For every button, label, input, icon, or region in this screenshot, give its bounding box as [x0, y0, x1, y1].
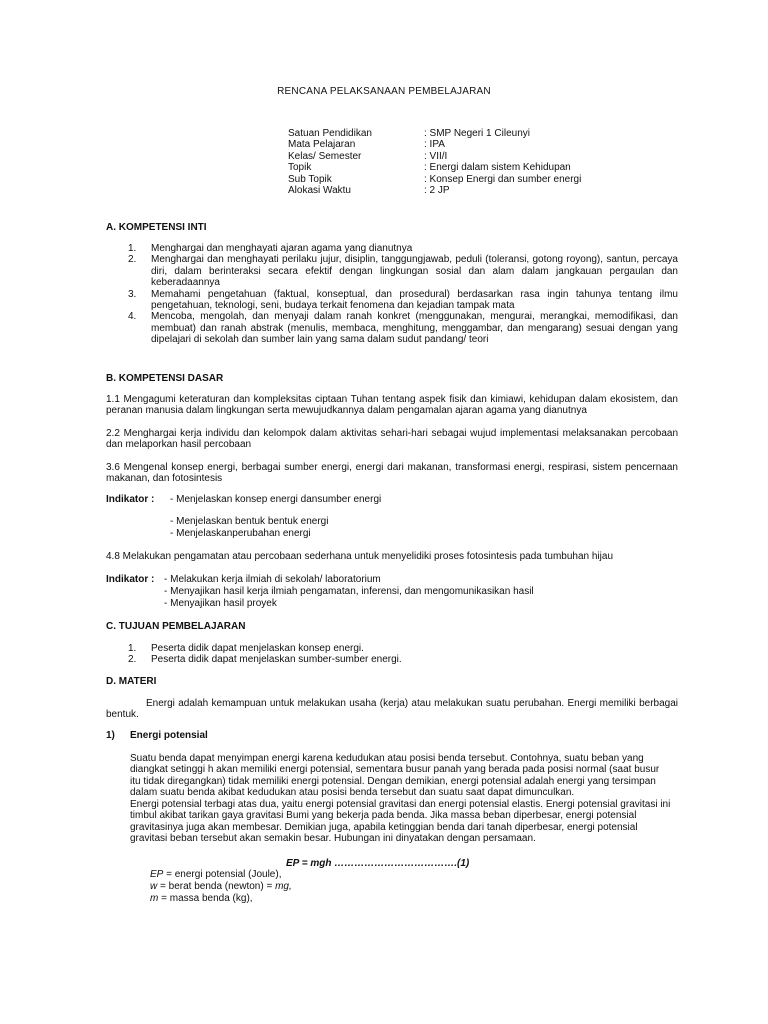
identity-value: : VII/I — [424, 150, 448, 162]
list-number: 4. — [128, 311, 137, 323]
materi-paragraph-2: Energi potensial terbagi atas dua, yaitu energi potensial gravitasi dan energi potensial elastis. Energi potensial gravitasi ini timbul akibat tarikan gaya gravitasi Bumi yang bekerja pada benda. Jika massa beban diperbesar, energi potensial gravitasinya juga akan membesar. Demikian juga, apabila ketinggian benda dari tanah diperbesar, energi potensial gravitasi beban tersebut akan semakin besar. Hubungan ini dinyatakan dengan persamaan. — [130, 799, 671, 845]
identity-value: : Energi dalam sistem Kehidupan — [424, 162, 571, 174]
list-item — [128, 243, 678, 254]
list-text: Menghargai dan menghayati perilaku jujur, disiplin, tanggungjawab, peduli (toleransi, gotong royong), santun, percaya diri, dalam berinteraksi secara efektif dengan lingkungan sosial dan alam dalam jangkauan pergaulan dan keberadaannya — [151, 254, 678, 289]
definition-m — [150, 893, 253, 904]
definition-text: = massa benda (kg), — [158, 893, 253, 904]
identity-row — [288, 128, 608, 139]
identity-label: Sub Topik — [288, 173, 332, 185]
symbol: EP — [150, 869, 164, 880]
identity-row — [288, 151, 608, 162]
indicator-label: Indikator : — [106, 494, 155, 505]
symbol: m — [150, 893, 159, 904]
identity-label: Alokasi Waktu — [288, 184, 351, 196]
list-number: 1. — [128, 243, 137, 254]
definition-w — [150, 881, 292, 892]
list-item — [128, 654, 678, 665]
list-number: 3. — [128, 288, 137, 300]
list-number: 2. — [128, 654, 137, 666]
identity-value: : SMP Negeri 1 Cileunyi — [424, 128, 530, 139]
kd-1-1: 1.1 Mengagumi keteraturan dan kompleksitas ciptaan Tuhan tentang aspek fisik dan kimiawi, kehidupan dalam ekosistem, dan peranan manusia dalam lingkungan serta mewujudkannya dalam pengamalan ajaran agama yang dianutnya — [106, 394, 678, 417]
identity-label: Mata Pelajaran — [288, 139, 356, 151]
list-text: Peserta didik dapat menjelaskan konsep energi. — [151, 643, 364, 654]
section-a-heading: A. KOMPETENSI INTI — [106, 222, 207, 233]
list-item — [128, 311, 678, 345]
objective-list — [128, 643, 678, 666]
section-d-heading: D. MATERI — [106, 676, 157, 687]
identity-row — [288, 185, 608, 196]
list-number: 1. — [128, 643, 137, 654]
indicator-item: - Menyajikan hasil kerja ilmiah pengamatan, inferensi, dan mengomunikasikan hasil — [164, 586, 534, 597]
indicator-block-2 — [106, 574, 164, 585]
section-b-heading: B. KOMPETENSI DASAR — [106, 373, 224, 384]
identity-value: : Konsep Energi dan sumber energi — [424, 173, 582, 185]
list-item — [128, 643, 678, 654]
identity-label: Topik — [288, 162, 312, 174]
document-title: RENCANA PELAKSANAAN PEMBELAJARAN — [277, 86, 491, 97]
core-competency-list — [128, 243, 678, 346]
list-text: Mencoba, mengolah, dan menyaji dalam ranah konkret (menggunakan, mengurai, merangkai, memodifikasi, dan membuat) dan ranah abstrak (menulis, membaca, menghitung, menggambar, dan mengarang) sesuai dengan yang dipelajari di sekolah dan sumber lain yang sama dalam sudut pandang/ teori — [151, 311, 678, 346]
formula-ep: EP = mgh ……………………………….(1) — [286, 858, 470, 869]
identity-value: : IPA — [424, 139, 445, 151]
definition-ep — [150, 869, 281, 880]
list-item — [128, 289, 678, 312]
section-c-heading: C. TUJUAN PEMBELAJARAN — [106, 621, 246, 632]
definition-text: = energi potensial (Joule), — [163, 869, 282, 880]
kd-3-6: 3.6 Mengenal konsep energi, berbagai sumber energi, energi dari makanan, transformasi energi, respirasi, sistem pencernaan makanan, dan fotosintesis — [106, 462, 678, 485]
identity-value: : 2 JP — [424, 184, 450, 196]
list-text: Memahami pengetahuan (faktual, konseptual, dan prosedural) berdasarkan rasa ingin tahunya tentang ilmu pengetahuan, teknologi, seni, budaya terkait fenomena dan kejadian tampak mata — [151, 288, 678, 312]
identity-row — [288, 162, 608, 173]
list-item — [128, 254, 678, 288]
subsection-number: 1) — [106, 730, 115, 741]
list-text: Peserta didik dapat menjelaskan sumber-sumber energi. — [151, 654, 402, 666]
symbol: mg, — [275, 881, 292, 892]
indicator-item: - Melakukan kerja ilmiah di sekolah/ laboratorium — [164, 574, 381, 585]
kd-2-2: 2.2 Menghargai kerja individu dan kelompok dalam aktivitas sehari-hari sebagai wujud implementasi melaksanakan percobaan dan melaporkan hasil percobaan — [106, 428, 678, 451]
indicator-block-1 — [106, 494, 164, 505]
identity-row — [288, 139, 608, 150]
materi-paragraph-1: Suatu benda dapat menyimpan energi karena kedudukan atau posisi benda tersebut. Contohnya, suatu beban yang diangkat setinggi h akan memiliki energi potensial, sementara busur panah yang berada pada posisi normal (saat busur itu tidak diregangkan) tidak memiliki energi potensial. Dengan demikian, energi potensial adalah energi yang tersimpan dalam suatu benda akibat kedudukan atau posisi benda tersebut dan suatu saat dapat dimunculkan. — [130, 753, 660, 799]
materi-intro: Energi adalah kemampuan untuk melakukan usaha (kerja) atau melakukan suatu perubahan. Energi memiliki berbagai bentuk. — [106, 698, 678, 721]
indicator-item: - Menjelaskan bentuk bentuk energi — [170, 516, 329, 527]
list-text: Menghargai dan menghayati ajaran agama yang dianutnya — [151, 243, 413, 254]
identity-label: Kelas/ Semester — [288, 150, 362, 162]
indicator-label: Indikator : — [106, 574, 155, 585]
indicator-item: - Menjelaskanperubahan energi — [170, 528, 311, 539]
identity-label: Satuan Pendidikan — [288, 128, 372, 139]
indicator-item: - Menyajikan hasil proyek — [164, 598, 277, 609]
list-number: 2. — [128, 254, 137, 266]
identity-table — [288, 128, 608, 196]
kd-4-8: 4.8 Melakukan pengamatan atau percobaan sederhana untuk menyelidiki proses fotosintesis pada tumbuhan hijau — [106, 551, 614, 562]
subsection-title: Energi potensial — [130, 730, 208, 741]
definition-text: = berat benda (newton) = — [157, 881, 276, 892]
symbol: w — [150, 881, 158, 892]
identity-row — [288, 174, 608, 185]
indicator-item: - Menjelaskan konsep energi dansumber energi — [170, 494, 382, 505]
